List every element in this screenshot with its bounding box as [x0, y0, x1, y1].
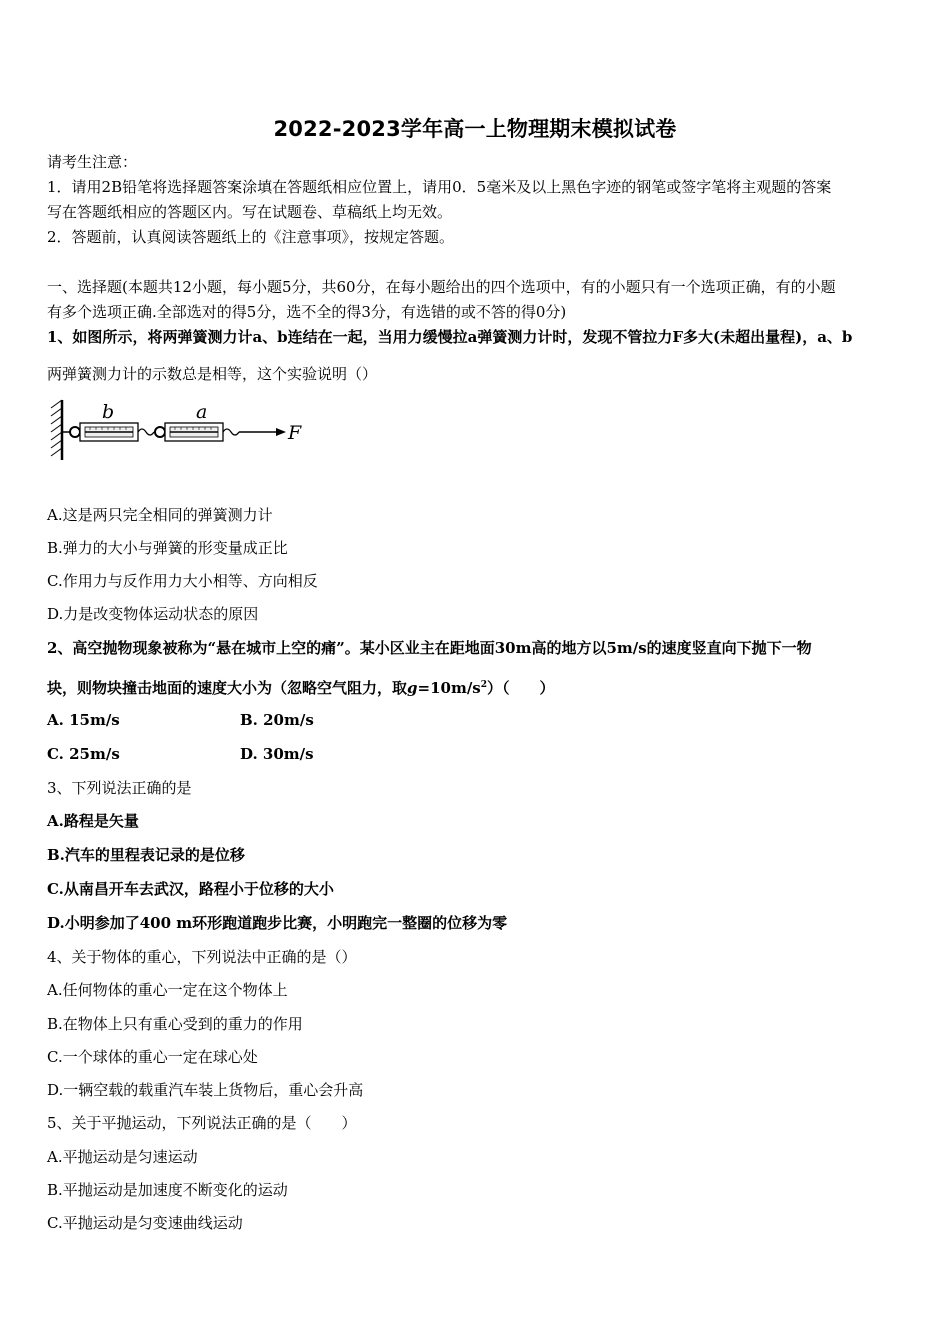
- spring-scale-b: [80, 423, 138, 441]
- question-5-option-b: B.平抛运动是加速度不断变化的运动: [47, 1181, 288, 1199]
- label-f: F: [288, 422, 302, 444]
- page-title: 2022-2023学年高一上物理期末模拟试卷: [273, 117, 677, 141]
- question-4-option-c: C.一个球体的重心一定在球心处: [47, 1048, 258, 1066]
- wall: [51, 400, 62, 460]
- question-5-option-a: A.平抛运动是匀速运动: [47, 1148, 198, 1166]
- question-3-option-d: D.小明参加了400 m环形跑道跑步比赛，小明跑完一整圈的位移为零: [47, 914, 508, 932]
- section-1-instructions-line-2: 有多个选项正确.全部选对的得5分，选不全的得3分，有选错的或不答的得0分): [47, 303, 567, 321]
- label-a: a: [196, 401, 208, 423]
- question-5-option-c: C.平抛运动是匀变速曲线运动: [47, 1214, 243, 1232]
- question-2-option-b: B. 20m/s: [240, 711, 314, 729]
- question-1-option-d: D.力是改变物体运动状态的原因: [47, 605, 259, 623]
- question-1-option-c: C.作用力与反作用力大小相等、方向相反: [47, 572, 318, 590]
- question-1-stem-line-1: 1、如图所示，将两弹簧测力计a、b连结在一起，当用力缓慢拉a弹簧测力计时，发现不管拉力F多大(未超出量程)，a、b: [47, 328, 853, 346]
- question-2-option-c: C. 25m/s: [47, 745, 120, 763]
- question-5-stem: 5、关于平抛运动，下列说法正确的是（ ）: [47, 1114, 357, 1132]
- question-3-option-b: B.汽车的里程表记录的是位移: [47, 846, 245, 864]
- question-1-stem-line-2: 两弹簧测力计的示数总是相等，这个实验说明（）: [47, 365, 378, 383]
- notice-item-1-line-2: 写在答题纸相应的答题区内。写在试题卷、草稿纸上均无效。: [47, 203, 453, 221]
- question-4-option-d: D.一辆空载的载重汽车装上货物后，重心会升高: [47, 1081, 364, 1099]
- question-2-stem-line-2: 块，则物块撞击地面的速度大小为（忽略空气阻力，取$g=10m/s^2$）（ ）: [47, 679, 555, 697]
- question-1-option-b: B.弹力的大小与弹簧的形变量成正比: [47, 539, 288, 557]
- question-2-stem-line-1: 2、高空抛物现象被称为“悬在城市上空的痛”。某小区业主在距地面30m高的地方以5m/s的速度竖直向下抛下一物: [47, 639, 812, 657]
- section-1-instructions-line-1: 一、选择题(本题共12小题，每小题5分，共60分，在每小题给出的四个选项中，有的小题只有一个选项正确，有的小题: [47, 278, 836, 296]
- notice-heading: 请考生注意：: [47, 153, 138, 171]
- notice-item-1-line-1: 1．请用2B铅笔将选择题答案涂填在答题纸相应位置上，请用0．5毫米及以上黑色字迹的钢笔或签字笔将主观题的答案: [47, 178, 832, 196]
- label-b: b: [102, 401, 115, 423]
- question-4-stem: 4、关于物体的重心，下列说法中正确的是（）: [47, 948, 357, 966]
- question-4-option-b: B.在物体上只有重心受到的重力的作用: [47, 1015, 303, 1033]
- question-3-option-c: C.从南昌开车去武汉，路程小于位移的大小: [47, 880, 334, 898]
- question-1-option-a: A.这是两只完全相同的弹簧测力计: [47, 506, 273, 524]
- spring-scale-diagram: [48, 396, 310, 464]
- spring-scale-a: [165, 423, 223, 441]
- notice-item-2: 2．答题前，认真阅读答题纸上的《注意事项》，按规定答题。: [47, 228, 455, 246]
- question-2-option-d: D. 30m/s: [240, 745, 314, 763]
- question-2-option-a: A. 15m/s: [47, 711, 120, 729]
- question-3-option-a: A.路程是矢量: [47, 812, 139, 830]
- question-4-option-a: A.任何物体的重心一定在这个物体上: [47, 981, 288, 999]
- question-3-stem: 3、下列说法正确的是: [47, 779, 192, 797]
